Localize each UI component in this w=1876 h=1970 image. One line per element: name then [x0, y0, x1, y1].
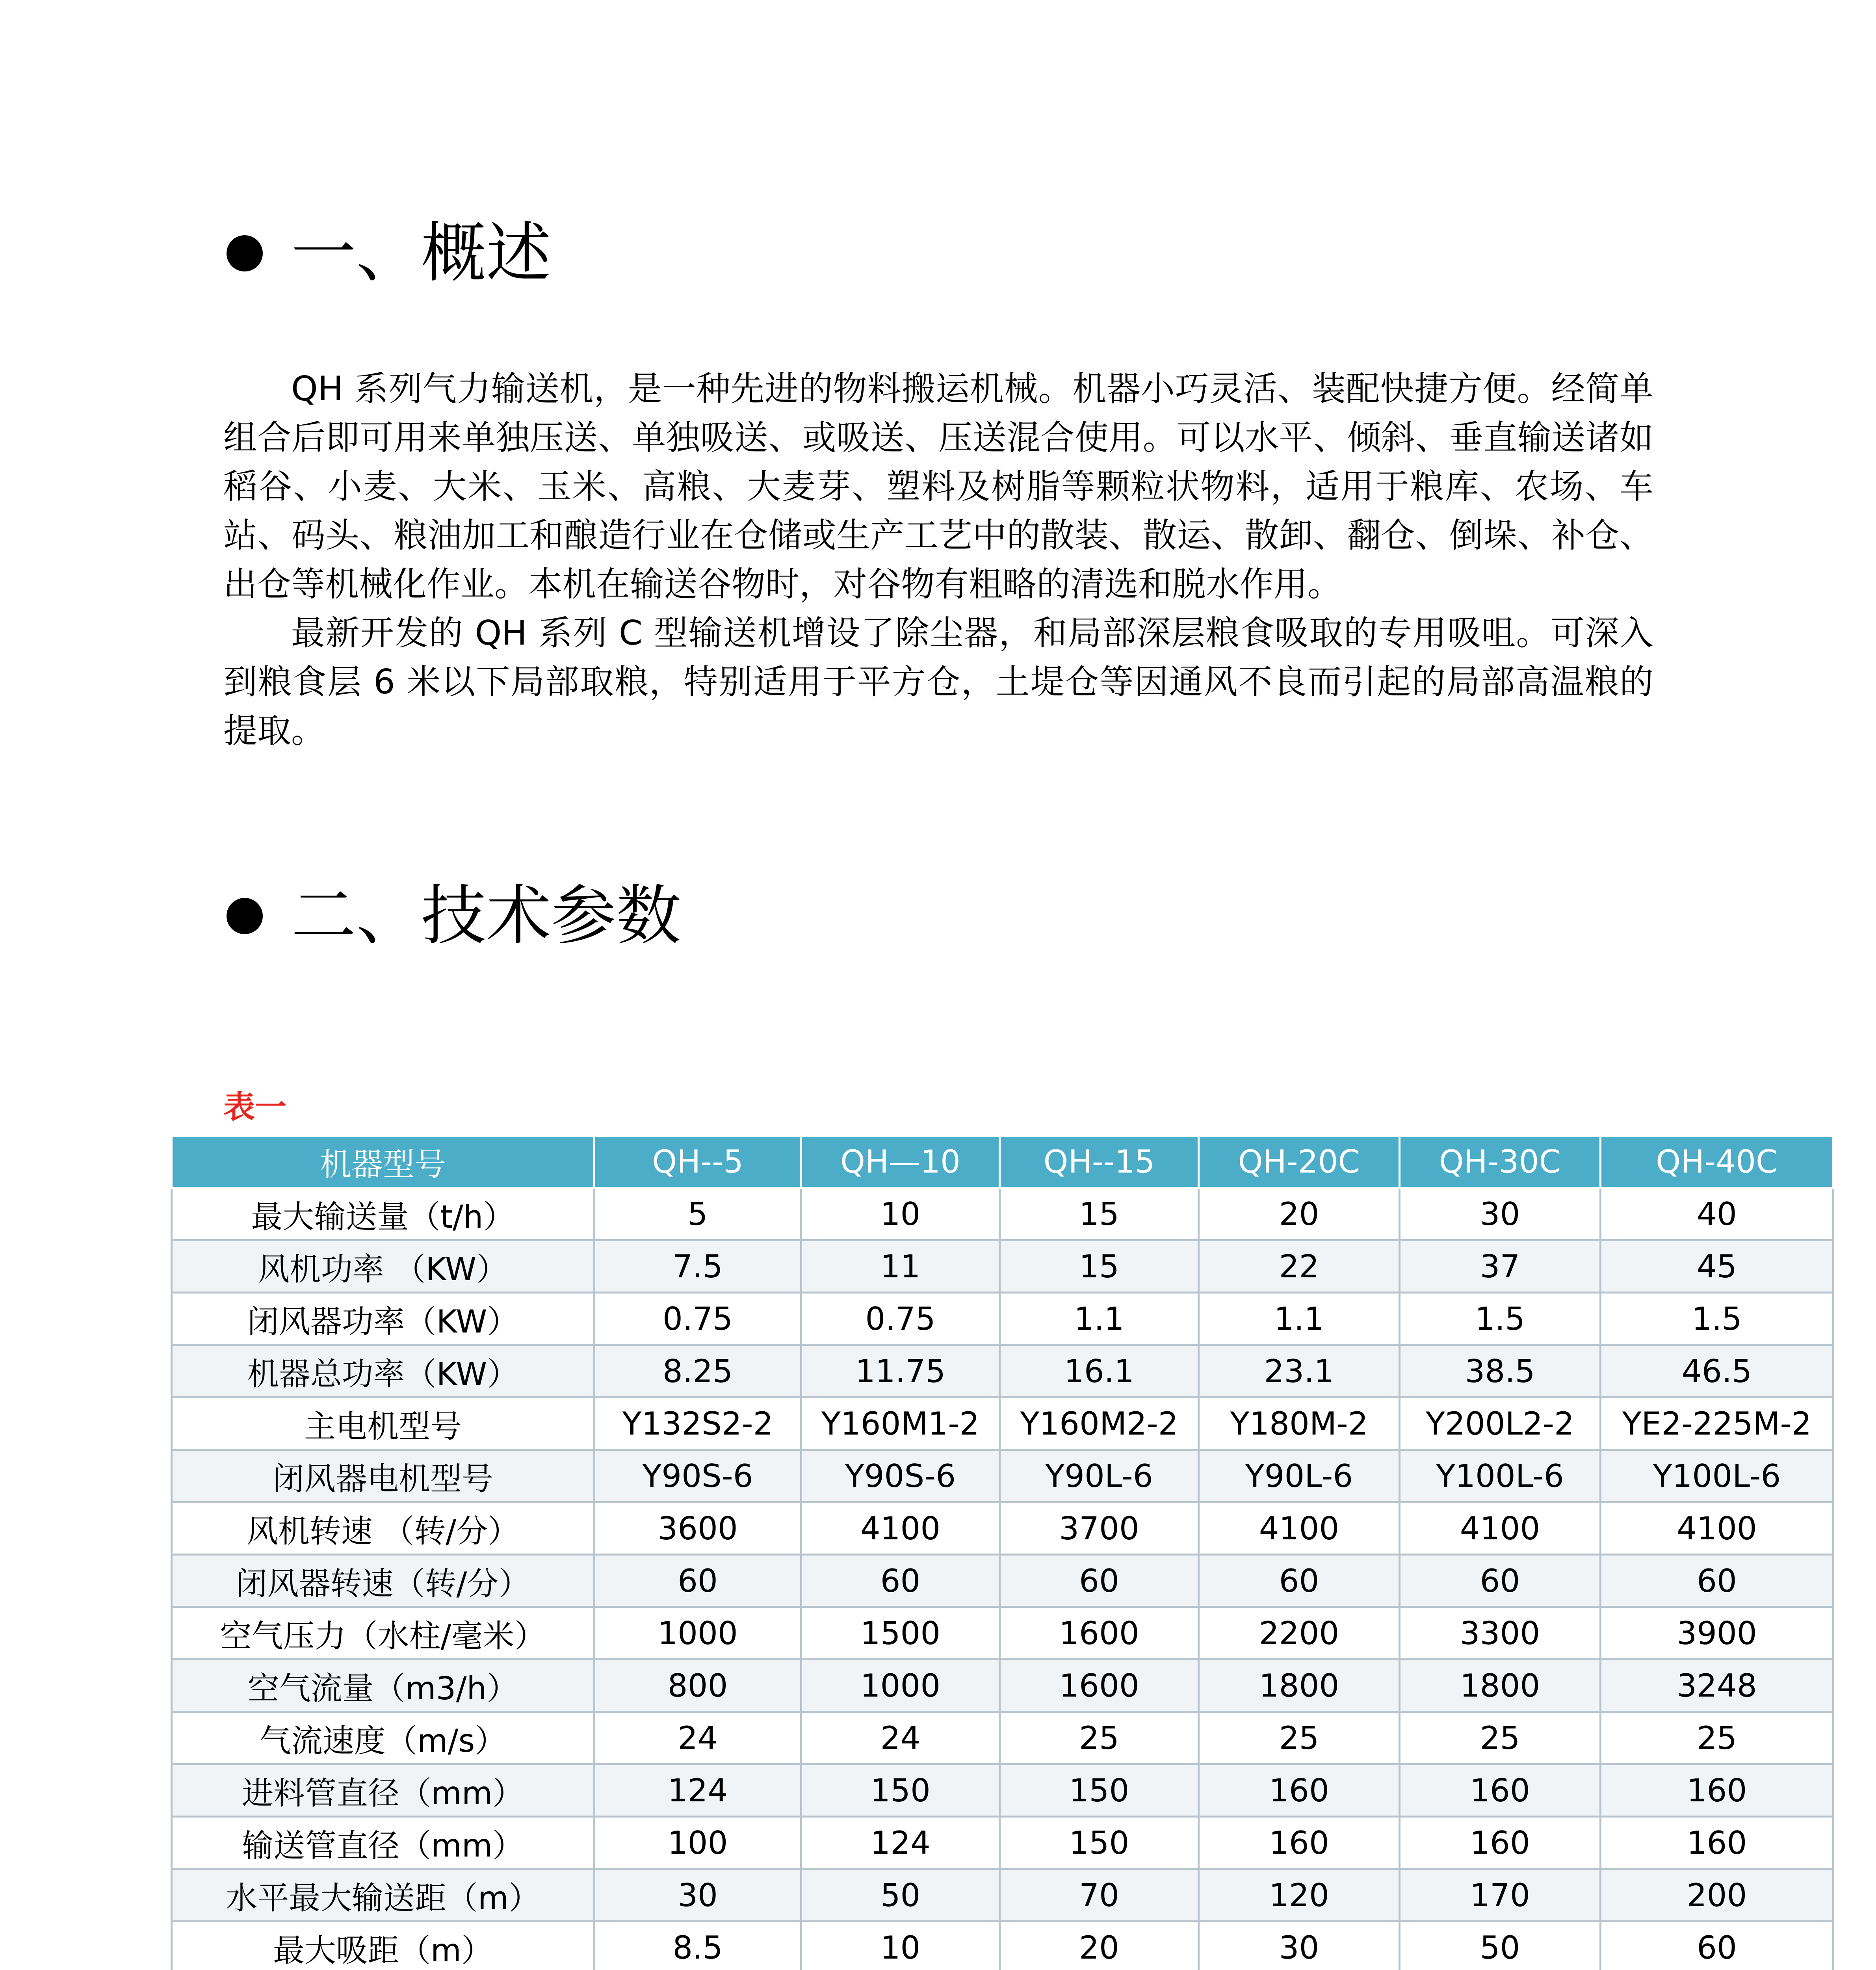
- overview-paragraph-2: 最新开发的 QH 系列 C 型输送机增设了除尘器，和局部深层粮食吸取的专用吸咀。可深入到粮食层 6 米以下局部取粮，特别适用于平方仓，土堤仓等因通风不良而引起的局部高温粮的提取。: [223, 613, 1653, 751]
- row-label: 空气流量（m3/h）: [172, 1660, 594, 1712]
- table-cell: 4100: [1601, 1502, 1833, 1555]
- table-cell: 24: [801, 1712, 1000, 1764]
- table-cell: 3248: [1601, 1660, 1833, 1712]
- table-cell: 25: [1400, 1712, 1601, 1764]
- table-cell: 1500: [801, 1607, 1000, 1660]
- table-cell: 15: [1000, 1240, 1199, 1293]
- table-row: [172, 1922, 1833, 1970]
- table-row: [172, 1398, 1833, 1450]
- table-cell: 8.5: [594, 1922, 801, 1970]
- table-cell: 0.75: [801, 1293, 1000, 1345]
- section-heading-overview: [227, 215, 551, 291]
- bullet-icon: [227, 898, 263, 934]
- row-label: 水平最大输送距（m）: [172, 1869, 594, 1922]
- table-cell: 60: [801, 1555, 1000, 1607]
- table-cell: 1800: [1199, 1660, 1400, 1712]
- table-cell: Y180M-2: [1199, 1398, 1400, 1450]
- table-cell: 4100: [801, 1502, 1000, 1555]
- table-row: [172, 1817, 1833, 1869]
- row-label: 进料管直径（mm）: [172, 1764, 594, 1817]
- table-cell: 16.1: [1000, 1345, 1199, 1398]
- table-cell: Y132S2-2: [594, 1398, 801, 1450]
- table-row: [172, 1240, 1833, 1293]
- row-label: 最大输送量（t/h）: [172, 1188, 594, 1240]
- table-cell: 3300: [1400, 1607, 1601, 1660]
- column-header-label: 机器型号: [172, 1136, 594, 1188]
- table-cell: 150: [1000, 1764, 1199, 1817]
- table-row: [172, 1293, 1833, 1345]
- table-cell: 20: [1199, 1188, 1400, 1240]
- section-heading-text: 二、技术参数: [291, 878, 681, 953]
- table-cell: 25: [1601, 1712, 1833, 1764]
- table-body: [172, 1188, 1833, 1970]
- table-cell: Y100L-6: [1601, 1450, 1833, 1502]
- table-cell: 24: [594, 1712, 801, 1764]
- table-cell: 22: [1199, 1240, 1400, 1293]
- table-cell: 1800: [1400, 1660, 1601, 1712]
- table-cell: 60: [1601, 1555, 1833, 1607]
- table-row: [172, 1188, 1833, 1240]
- row-label: 风机功率 （KW）: [172, 1240, 594, 1293]
- technical-parameters-table: [171, 1135, 1834, 1970]
- row-label: 最大吸距（m）: [172, 1922, 594, 1970]
- table-cell: 120: [1199, 1869, 1400, 1922]
- table-row: [172, 1764, 1833, 1817]
- table-cell: 1000: [594, 1607, 801, 1660]
- table-cell: Y90S-6: [801, 1450, 1000, 1502]
- table-cell: 30: [594, 1869, 801, 1922]
- table-cell: 160: [1199, 1817, 1400, 1869]
- column-header-model: QH—10: [801, 1136, 1000, 1188]
- table-cell: 170: [1400, 1869, 1601, 1922]
- row-label: 气流速度（m/s）: [172, 1712, 594, 1764]
- bullet-icon: [227, 235, 263, 271]
- table-row: [172, 1869, 1833, 1922]
- table-cell: 800: [594, 1660, 801, 1712]
- table-cell: Y160M1-2: [801, 1398, 1000, 1450]
- row-label: 机器总功率（KW）: [172, 1345, 594, 1398]
- section-heading-specs: [227, 878, 681, 953]
- table-cell: 160: [1601, 1764, 1833, 1817]
- table-row: [172, 1555, 1833, 1607]
- table-cell: 0.75: [594, 1293, 801, 1345]
- table-cell: 10: [801, 1188, 1000, 1240]
- table-cell: 50: [801, 1869, 1000, 1922]
- table-cell: 3600: [594, 1502, 801, 1555]
- table-cell: 60: [1601, 1922, 1833, 1970]
- table-cell: 4100: [1199, 1502, 1400, 1555]
- table-cell: 3700: [1000, 1502, 1199, 1555]
- table-cell: 200: [1601, 1869, 1833, 1922]
- table-cell: 7.5: [594, 1240, 801, 1293]
- table-cell: 25: [1199, 1712, 1400, 1764]
- table-cell: 5: [594, 1188, 801, 1240]
- column-header-model: QH-20C: [1199, 1136, 1400, 1188]
- table-cell: 150: [801, 1764, 1000, 1817]
- table-cell: 37: [1400, 1240, 1601, 1293]
- table-row: [172, 1450, 1833, 1502]
- table-cell: 1600: [1000, 1607, 1199, 1660]
- table-cell: Y200L2-2: [1400, 1398, 1601, 1450]
- table-cell: 1.5: [1601, 1293, 1833, 1345]
- table-cell: 30: [1199, 1922, 1400, 1970]
- row-label: 主电机型号: [172, 1398, 594, 1450]
- table-cell: 160: [1400, 1817, 1601, 1869]
- table-cell: 2200: [1199, 1607, 1400, 1660]
- column-header-model: QH-40C: [1601, 1136, 1833, 1188]
- table-cell: Y160M2-2: [1000, 1398, 1199, 1450]
- table-cell: 23.1: [1199, 1345, 1400, 1398]
- table-cell: 38.5: [1400, 1345, 1601, 1398]
- table-cell: 160: [1199, 1764, 1400, 1817]
- table-cell: Y90S-6: [594, 1450, 801, 1502]
- table-cell: 11: [801, 1240, 1000, 1293]
- column-header-model: QH-30C: [1400, 1136, 1601, 1188]
- table-cell: 4100: [1400, 1502, 1601, 1555]
- table-cell: 1.1: [1000, 1293, 1199, 1345]
- table-cell: 1000: [801, 1660, 1000, 1712]
- column-header-model: QH--5: [594, 1136, 801, 1188]
- table-cell: 30: [1400, 1188, 1601, 1240]
- table-cell: 60: [1199, 1555, 1400, 1607]
- table-cell: 50: [1400, 1922, 1601, 1970]
- table-row: [172, 1345, 1833, 1398]
- table-cell: 60: [1000, 1555, 1199, 1607]
- table-row: [172, 1660, 1833, 1712]
- table-cell: 10: [801, 1922, 1000, 1970]
- row-label: 闭风器电机型号: [172, 1450, 594, 1502]
- row-label: 风机转速 （转/分）: [172, 1502, 594, 1555]
- table-cell: Y90L-6: [1000, 1450, 1199, 1502]
- table-cell: 20: [1000, 1922, 1199, 1970]
- table-cell: 150: [1000, 1817, 1199, 1869]
- table-cell: 1.1: [1199, 1293, 1400, 1345]
- row-label: 输送管直径（mm）: [172, 1817, 594, 1869]
- table-cell: 100: [594, 1817, 801, 1869]
- row-label: 空气压力（水柱/毫米）: [172, 1607, 594, 1660]
- table-cell: Y100L-6: [1400, 1450, 1601, 1502]
- table-cell: 1.5: [1400, 1293, 1601, 1345]
- table-cell: 8.25: [594, 1345, 801, 1398]
- column-header-model: QH--15: [1000, 1136, 1199, 1188]
- table-cell: 45: [1601, 1240, 1833, 1293]
- table-cell: 60: [594, 1555, 801, 1607]
- table-row: [172, 1502, 1833, 1555]
- table-cell: 46.5: [1601, 1345, 1833, 1398]
- overview-paragraph-1: QH 系列气力输送机，是一种先进的物料搬运机械。机器小巧灵活、装配快捷方便。经简单组合后即可用来单独压送、单独吸送、或吸送、压送混合使用。可以水平、倾斜、垂直输送诸如稻谷、小麦、大米、玉米、高粮、大麦芽、塑料及树脂等颗粒状物料，适用于粮库、农场、车站、码头、粮油加工和酿造行业在仓储或生产工艺中的散装、散运、散卸、翻仓、倒垛、补仓、出仓等机械化作业。本机在输送谷物时，对谷物有粗略的清选和脱水作用。: [223, 369, 1653, 604]
- table-cell: 40: [1601, 1188, 1833, 1240]
- table-cell: YE2-225M-2: [1601, 1398, 1833, 1450]
- table-cell: 160: [1601, 1817, 1833, 1869]
- table-row: [172, 1712, 1833, 1764]
- table-cell: 3900: [1601, 1607, 1833, 1660]
- table-header-row: [172, 1136, 1833, 1188]
- table-row: [172, 1607, 1833, 1660]
- table-cell: 11.75: [801, 1345, 1000, 1398]
- table-cell: Y90L-6: [1199, 1450, 1400, 1502]
- section-heading-text: 一、概述: [291, 215, 551, 291]
- table-cell: 1600: [1000, 1660, 1199, 1712]
- table-caption: 表一: [223, 1089, 286, 1125]
- table-cell: 25: [1000, 1712, 1199, 1764]
- row-label: 闭风器功率（KW）: [172, 1293, 594, 1345]
- row-label: 闭风器转速（转/分）: [172, 1555, 594, 1607]
- table-cell: 124: [594, 1764, 801, 1817]
- table-cell: 160: [1400, 1764, 1601, 1817]
- table-cell: 70: [1000, 1869, 1199, 1922]
- table-cell: 124: [801, 1817, 1000, 1869]
- table-cell: 15: [1000, 1188, 1199, 1240]
- table-cell: 60: [1400, 1555, 1601, 1607]
- overview-body: [223, 364, 1653, 755]
